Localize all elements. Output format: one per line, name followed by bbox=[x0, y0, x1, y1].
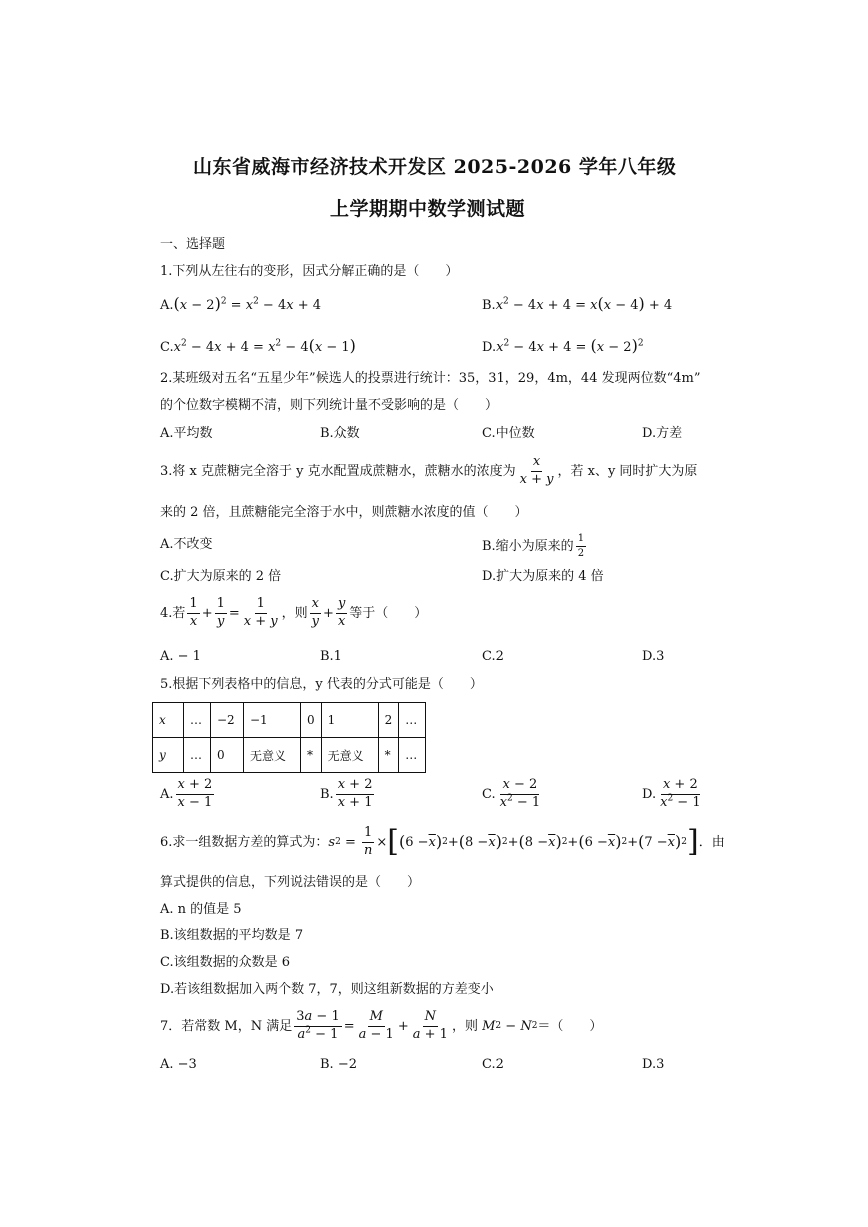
table-cell: y bbox=[153, 738, 184, 773]
q3-stem-2: 来的 2 倍，且蔗糖能完全溶于水中，则蔗糖水浓度的值（ ） bbox=[160, 505, 528, 520]
q6-option-b: B.该组数据的平均数是 7 bbox=[160, 928, 304, 943]
table-cell: * bbox=[301, 738, 322, 773]
q5-option-d: D. $\frac{x + 2}{x^2 - 1}$ bbox=[642, 777, 701, 810]
q2-stem-2: 的个位数字模糊不清，则下列统计量不受影响的是（ ） bbox=[160, 398, 499, 413]
table-cell: 1 bbox=[321, 703, 378, 738]
q5-option-c: C. $\frac{x - 2}{x^2 - 1}$ bbox=[482, 777, 541, 810]
q6-option-c: C.该组数据的众数是 6 bbox=[160, 955, 291, 970]
q1-option-b: $B.x^2 - 4x + 4 = x(x - 4) + 4$ bbox=[482, 294, 673, 313]
table-row bbox=[153, 703, 426, 738]
q4-option-b: B.1 bbox=[320, 649, 342, 664]
table-cell: x bbox=[153, 703, 184, 738]
table-cell: −2 bbox=[211, 703, 244, 738]
q5-option-a: A. $\frac{x + 2}{x - 1}$ bbox=[160, 777, 213, 810]
q6-stem-2: 算式提供的信息，下列说法错误的是（ ） bbox=[160, 875, 421, 890]
q7-stem: 7．若常数 M，N 满足 $\frac{3a - 1}{a^2 - 1}$ = $\frac{M}{a - 1}$ + $\frac{N}{a + 1}$ ，则 M 2 − N 2 ＝（ ） bbox=[160, 1009, 603, 1042]
q1-option-c: $C.x^2 - 4x + 4 = x^2 - 4(x - 1)$ bbox=[160, 336, 356, 355]
table-cell: * bbox=[378, 738, 399, 773]
table-cell: 0 bbox=[211, 738, 244, 773]
q2-option-b: B.众数 bbox=[320, 426, 360, 441]
q6-option-d: D.若该组数据加入两个数 7，7，则这组新数据的方差变小 bbox=[160, 982, 494, 997]
table-cell: −1 bbox=[244, 703, 301, 738]
q1-option-d: $D.x^2 - 4x + 4 = (x - 2)^2$ bbox=[482, 336, 644, 355]
table-cell: 无意义 bbox=[244, 738, 301, 773]
q2-stem-1: 2.某班级对五名“五星少年”候选人的投票进行统计：35，31，29，4m，44 发现两位数“4m” bbox=[160, 371, 701, 386]
q5-value-table bbox=[152, 702, 426, 773]
q4-option-d: D.3 bbox=[642, 649, 665, 664]
q7-option-a: A. −3 bbox=[160, 1057, 197, 1072]
q6-stem-1: 6.求一组数据方差的算式为： s 2 = $\frac{1}{n}$ × [ ( 6 − $\overline{x}$ ) 2 + ( 8 − $\overline{x}$ ) 2 + ( 8 − $\overline{x}$ ) 2 + ( 6 − $\overline{x}$ ) 2 + ( 7 − $\overline{x}$ ) 2 ] ．由 bbox=[160, 824, 725, 860]
q4-stem: 4.若 $\frac{1}{x}$ + $\frac{1}{y}$ = $\frac{1}{x + y}$ ，则 $\frac{x}{y}$ + $\frac{y}{x}$ 等于（ ） bbox=[160, 596, 428, 629]
q3-option-b: B.缩小为原来的 $\frac{1}{2}$ bbox=[482, 533, 585, 559]
q3-option-a: A.不改变 bbox=[160, 537, 213, 552]
table-cell: 无意义 bbox=[321, 738, 378, 773]
q5-stem: 5.根据下列表格中的信息，y 代表的分式可能是（ ） bbox=[160, 677, 483, 692]
q7-option-b: B. −2 bbox=[320, 1057, 357, 1072]
q4-option-a: A. − 1 bbox=[160, 649, 201, 664]
q1-stem: 1.下列从左往右的变形，因式分解正确的是（ ） bbox=[160, 264, 459, 279]
q7-option-c: C.2 bbox=[482, 1057, 504, 1072]
q2-option-c: C.中位数 bbox=[482, 426, 535, 441]
table-cell: … bbox=[399, 738, 426, 773]
q4-option-c: C.2 bbox=[482, 649, 504, 664]
title-line-1: 山东省威海市经济技术开发区 2025-2026 学年八年级 bbox=[193, 156, 677, 178]
q1-option-a: $A.(x - 2)^2 = x^2 - 4x + 4$ bbox=[160, 294, 322, 313]
table-cell: 2 bbox=[378, 703, 399, 738]
q3-option-d: D.扩大为原来的 4 倍 bbox=[482, 569, 604, 584]
title-line-2: 上学期期中数学测试题 bbox=[330, 198, 526, 220]
q6-option-a: A. n 的值是 5 bbox=[160, 902, 242, 917]
q3-stem-1: 3.将 x 克蔗糖完全溶于 y 克水配置成蔗糖水，蔗糖水的浓度为 $\frac{x}{x + y}$ ，若 x、y 同时扩大为原 bbox=[160, 454, 698, 487]
table-cell: … bbox=[184, 738, 211, 773]
q3-option-c: C.扩大为原来的 2 倍 bbox=[160, 569, 282, 584]
q2-option-d: D.方差 bbox=[642, 426, 683, 441]
table-cell: … bbox=[184, 703, 211, 738]
table-row bbox=[153, 738, 426, 773]
q5-option-b: B. $\frac{x + 2}{x + 1}$ bbox=[320, 777, 373, 810]
section-heading: 一、选择题 bbox=[160, 237, 226, 252]
q2-option-a: A.平均数 bbox=[160, 426, 213, 441]
table-cell: 0 bbox=[301, 703, 322, 738]
q7-option-d: D.3 bbox=[642, 1057, 665, 1072]
table-cell: … bbox=[399, 703, 426, 738]
